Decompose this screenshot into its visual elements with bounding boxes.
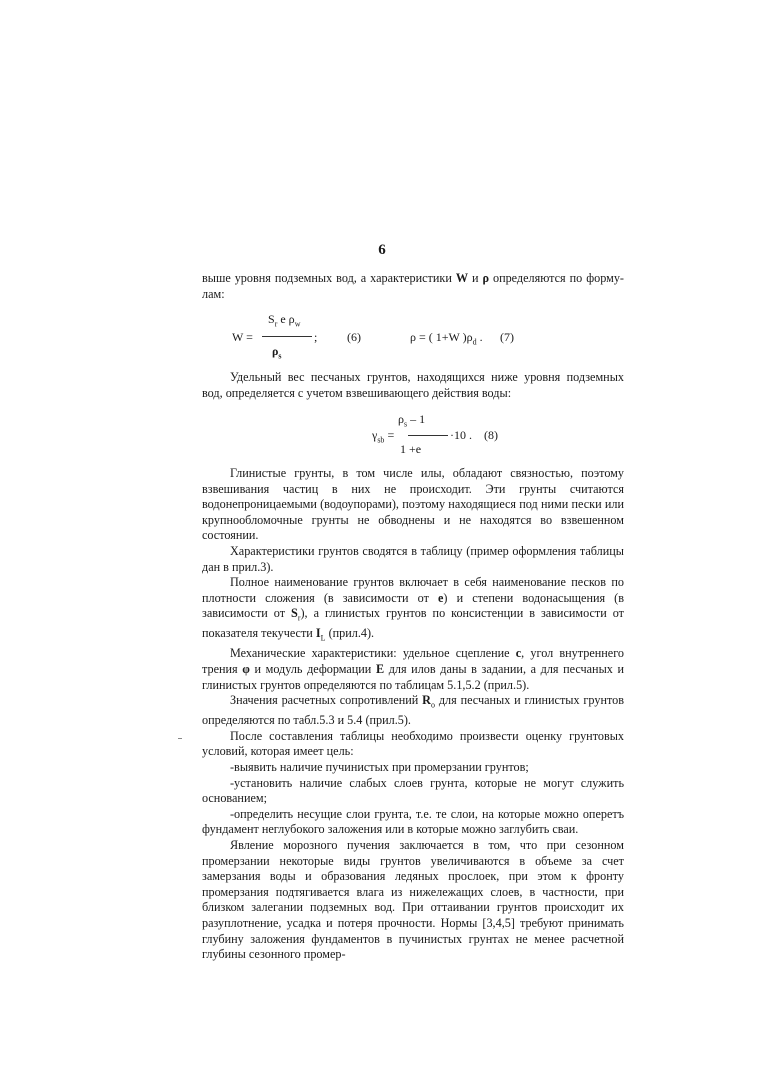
paragraph-clay: Глинистые грунты, в том числе илы, обладают связностью, поэтому взвешивания частиц в них не происходит. Эти грунты считаются водонепроницаемыми (водоупорами), поэтому находящиеся под ними пески или крупнообломочные грунты не обводнены и не находятся во взвешенном состоянии.: [202, 466, 624, 543]
formula-7: ρ = ( 1+W )$\rho_d$ .: [410, 330, 483, 347]
bullet-item: -выявить наличие пучинистых при промерзании грунтов;: [230, 760, 529, 774]
formula-8-tail: ·10 .: [450, 428, 472, 442]
formula-6-label: (6): [347, 330, 361, 344]
formula-6-denominator: $\rho_s$: [272, 344, 282, 361]
page-number: 6: [378, 242, 386, 258]
paragraph-full-name: Полное наименование грунтов включает в себя наименование песков по плотности сложения (в зависимости от е) и степени водонасыщения (в зависимости от $S_r$), а глинистых грунтов по консистенции в зависимости от показателя текучести $I_L$ (прил.4).: [202, 575, 625, 643]
intro-paragraph: выше уровня подземных вод, а характеристики W и ρ определяются по форму-лам:: [202, 271, 624, 301]
formula-8-fraction-bar: [408, 435, 448, 436]
paragraph-table: Характеристики грунтов сводятся в таблицу (пример оформления таблицы дан в прил.3).: [202, 543, 624, 574]
bullet-item: -установить наличие слабых слоев грунта, которые не могут служить основанием;: [202, 775, 624, 806]
paragraph-mechanical: Механические характеристики: удельное сцепление с, угол внутреннего трения φ и модуль деформации Е для илов даны в задании, а для песчаных и глинистых грунтов определяются по таблицам 5.1,5.2 (прил.5).: [202, 646, 624, 692]
formula-6-tail: ;: [314, 330, 318, 344]
scan-mark: [178, 738, 182, 739]
formula-8: [372, 412, 472, 458]
formula-6: [232, 312, 352, 362]
formula-8-label: (8): [484, 428, 498, 442]
formula-6-lhs: W =: [232, 330, 253, 344]
paragraph-frost: Явление морозного пучения заключается в том, что при сезонном промерзании некоторые виды грунтов увеличиваются в объеме за счет замерзания воды и образования ледяных прослоек, при этом к фронту промерзания подтягивается влага из нижележащих слоев, в частности, при близком залегании подземных вод. При оттаивании грунтов происходит их разуплотнение, усадка и потеря прочности. Нормы [3,4,5] требуют принимать глубину заложения фундаментов в пучинистых грунтах не менее расчетной глубины сезонного промер-: [202, 837, 624, 962]
formula-8-lhs: $\gamma_{sb}$ =: [372, 428, 395, 445]
formula-6-fraction-bar: [262, 336, 312, 337]
formula-8-denominator: 1 +e: [400, 442, 422, 456]
paragraph-specific-weight: Удельный вес песчаных грунтов, находящихся ниже уровня подземных вод, определяется с учетом взвешивающего действия воды:: [202, 370, 624, 400]
paragraph-resistance: Значения расчетных сопротивлений $R_o$ для песчаных и глинистых грунтов определяются по табл.5.3 и 5.4 (прил.5).: [202, 693, 624, 728]
main-text-body: [202, 466, 624, 963]
formula-8-numerator: $\rho_s - 1$: [398, 412, 426, 429]
bullet-item: -определить несущие слои грунта, т.е. те слои, на которые можно оперетъ фундамент неглубокого заложения или в которые можно заглубить сваи.: [202, 806, 624, 837]
formula-6-numerator: $S_r$ e $\rho_w$: [268, 312, 301, 329]
paragraph-after: После составления таблицы необходимо произвести оценку грунтовых условий, которая имеет цель:: [202, 728, 624, 759]
formula-7-label: (7): [500, 330, 514, 344]
